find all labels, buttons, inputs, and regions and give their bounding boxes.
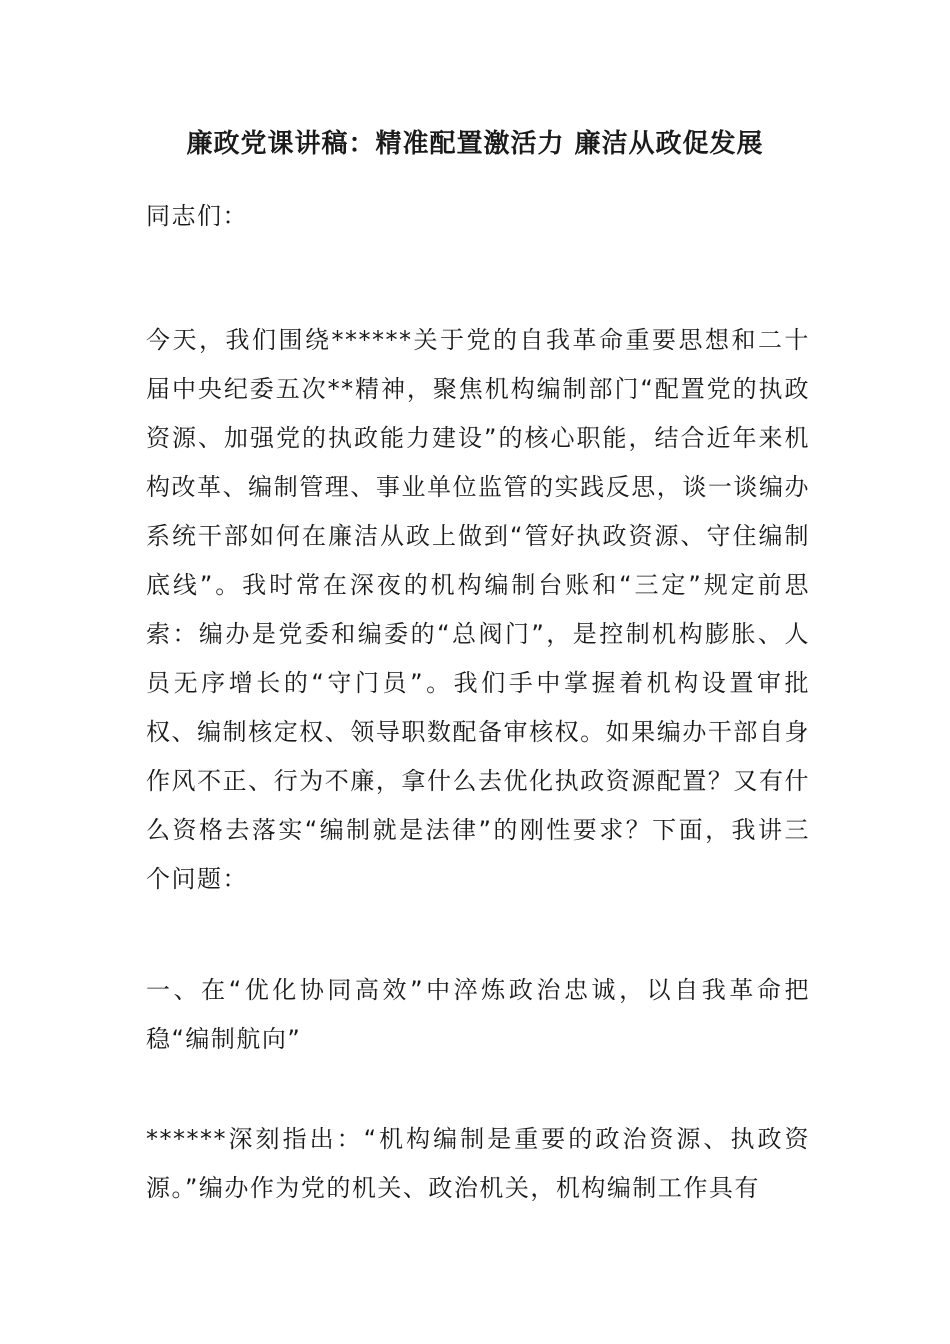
document-title: 廉政党课讲稿：精准配置激活力 廉洁从政促发展 (186, 129, 764, 159)
section-heading-one: 一、在“优化协同高效”中淬炼政治忠诚，以自我革命把稳“编制航向” (146, 976, 810, 1053)
salutation: 同志们： (146, 202, 248, 230)
paragraph-section-one: ******深刻指出：“机构编制是重要的政治资源、执政资源。”编办作为党的机关、政治机关，机构编制工作具有 (146, 1125, 810, 1202)
paragraph-intro: 今天，我们围绕******关于党的自我革命重要思想和二十届中央纪委五次**精神，聚焦机构编制部门“配置党的执政资源、加强党的执政能力建设”的核心职能，结合近年来机构改革、编制管理、事业单位监管的实践反思，谈一谈编办系统干部如何在廉洁从政上做到“管好执政资源、守住编制底线”。我时常在深夜的机构编制台账和“三定”规定前思索：编办是党委和编委的“总阀门”，是控制机构膨胀、人员无序增长的“守门员”。我们手中掌握着机构设置审批权、编制核定权、领导职数配备审核权。如果编办干部自身作风不正、行为不廉，拿什么去优化执政资源配置？又有什么资格去落实“编制就是法律”的刚性要求？下面，我讲三个问题： (146, 326, 810, 893)
